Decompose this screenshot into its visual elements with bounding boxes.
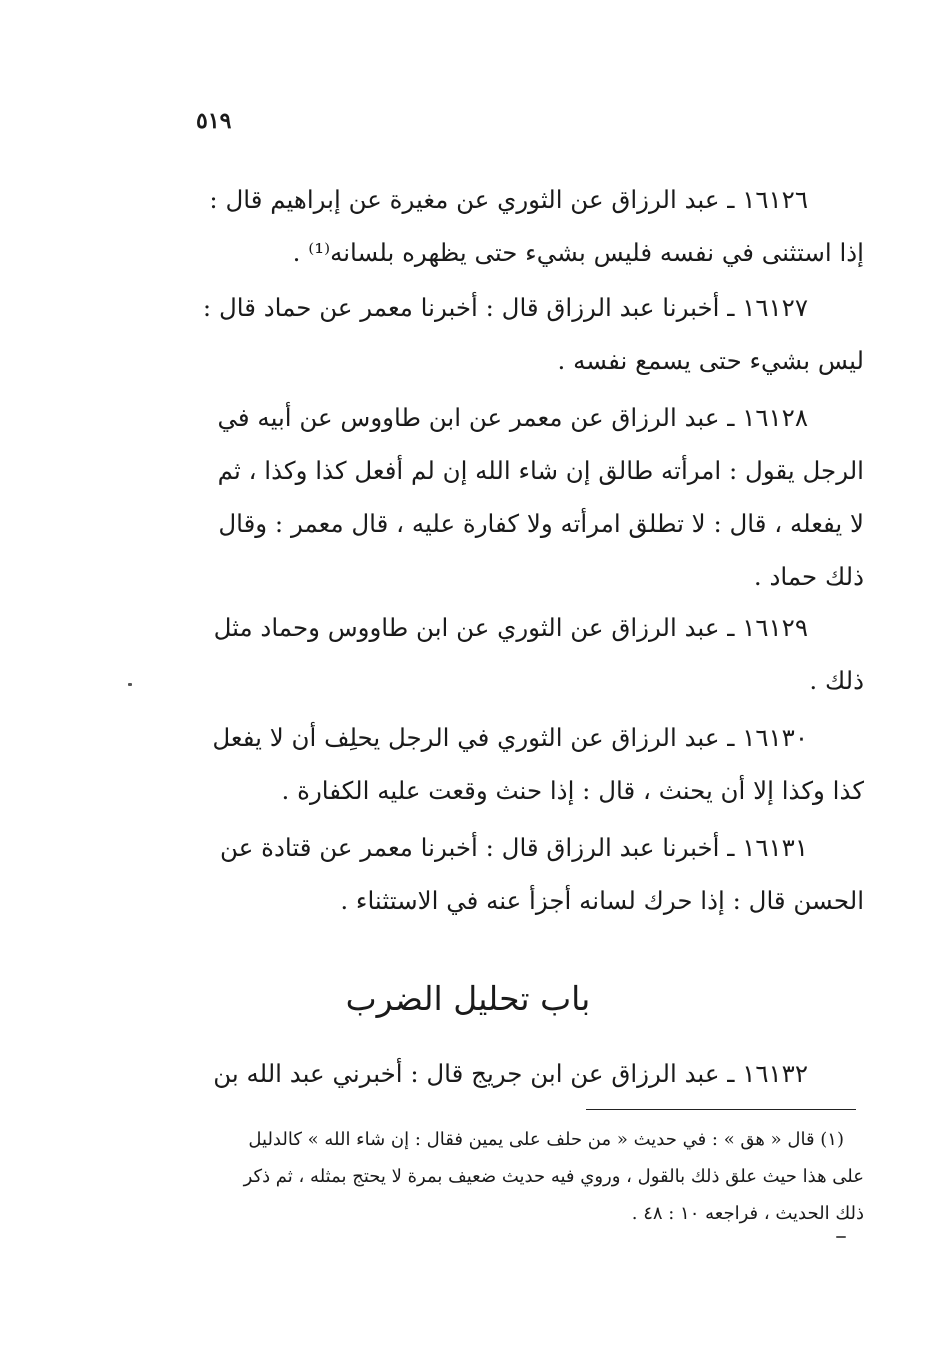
hadith-16129 bbox=[72, 601, 864, 707]
hadith-line: ذلك حماد . bbox=[753, 562, 864, 591]
footnote-separator bbox=[586, 1109, 856, 1110]
hadith-line: ١٦١٣١ ـ أخبرنا عبد الرزاق قال : أخبرنا معمر عن قتادة عن bbox=[220, 833, 808, 862]
hadith-line: ١٦١٣٢ ـ عبد الرزاق عن ابن جريج قال : أخبرني عبد الله بن bbox=[213, 1059, 808, 1088]
hadith-line: ١٦١٢٦ ـ عبد الرزاق عن الثوري عن مغيرة عن إبراهيم قال : bbox=[209, 185, 808, 214]
scan-speck bbox=[128, 683, 132, 686]
chapter-title: باب تحليل الضرب bbox=[345, 979, 591, 1018]
hadith-16127 bbox=[72, 281, 864, 387]
hadith-16126 bbox=[72, 173, 864, 279]
footnote-line: على هذا حيث علق ذلك بالقول ، وروي فيه حديث ضعيف بمرة لا يحتج بمثله ، ثم ذكر bbox=[243, 1166, 864, 1187]
hadith-line: كذا وكذا إلا أن يحنث ، قال : إذا حنث وقعت عليه الكفارة . bbox=[281, 776, 864, 805]
hadith-line: الرجل يقول : امرأته طالق إن شاء الله إن لم أفعل كذا وكذا ، ثم bbox=[217, 456, 864, 485]
hadith-line: الحسن قال : إذا حرك لسانه أجزأ عنه في الاستثناء . bbox=[340, 886, 864, 915]
hadith-line: لا يفعله ، قال : لا تطلق امرأته ولا كفارة عليه ، قال معمر : وقال bbox=[218, 509, 864, 538]
hadith-line: ذلك . bbox=[809, 666, 864, 695]
footnote-line: (١) قال « هق » : في حديث « من حلف على يمين فقال : إن شاء الله » كالدليل bbox=[248, 1129, 844, 1150]
hadith-line: ١٦١٢٩ ـ عبد الرزاق عن الثوري عن ابن طاووس وحماد مثل bbox=[213, 613, 808, 642]
hadith-16131 bbox=[72, 821, 864, 927]
hadith-line: ١٦١٣٠ ـ عبد الرزاق عن الثوري في الرجل يحلِف أن لا يفعل bbox=[212, 723, 808, 752]
footnote-line: ذلك الحديث ، فراجعه ١٠ : ٤٨ . bbox=[631, 1203, 864, 1224]
scan-speck bbox=[836, 1236, 846, 1238]
hadith-line: ١٦١٢٨ ـ عبد الرزاق عن معمر عن ابن طاووس عن أبيه في bbox=[217, 403, 808, 432]
hadith-line: إذا استثنى في نفسه فليس بشيء حتى يظهره بلسانه⁽¹⁾ . bbox=[292, 238, 864, 267]
page-number: ٥١٩ bbox=[196, 108, 232, 134]
hadith-line: ليس بشيء حتى يسمع نفسه . bbox=[557, 346, 864, 375]
footnote bbox=[72, 1121, 864, 1232]
hadith-16130 bbox=[72, 711, 864, 817]
hadith-16128 bbox=[72, 391, 864, 603]
hadith-line: ١٦١٢٧ ـ أخبرنا عبد الرزاق قال : أخبرنا معمر عن حماد قال : bbox=[202, 293, 808, 322]
hadith-16132 bbox=[72, 1047, 864, 1100]
